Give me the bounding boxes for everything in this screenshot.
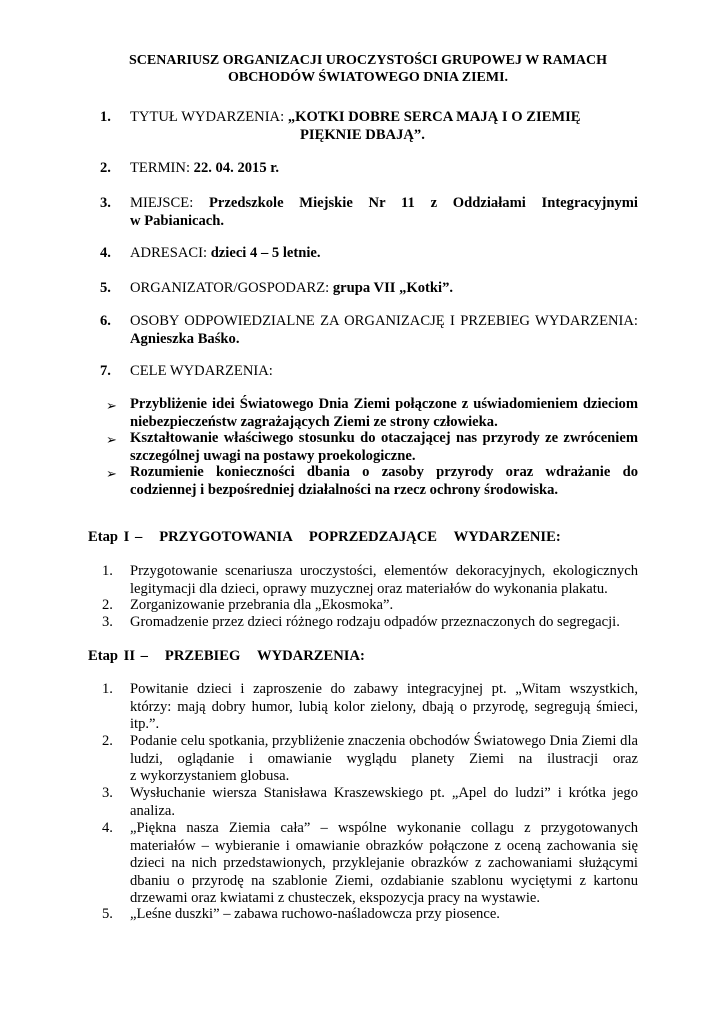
goal-line-1: Przybliżenie idei Światowego Dnia Ziemi połączone z uświadomieniem dzieciom — [130, 396, 638, 412]
list-number: 3. — [102, 614, 113, 630]
item-label: ADRESACI: — [130, 245, 211, 261]
list-item-line: którzy: mają dobry humor, lubią kolor zielony, dbają o przyrodę, segregują śmieci, — [130, 698, 638, 715]
goal-line-1: Kształtowanie właściwego stosunku do otaczającej nas przyrody ze zwróceniem — [130, 430, 638, 446]
list-number: 5. — [102, 906, 113, 922]
list-item-line: Wysłuchanie wiersza Stanisława Kraszewskiego pt. „Apel do ludzi” i krótka jego — [130, 785, 638, 801]
list-item-line: ludzi, oglądanie i omawianie wyglądu planety Ziemi na ilustracji oraz — [130, 750, 638, 767]
item-number: 3. — [100, 195, 111, 211]
list-number: 4. — [102, 820, 113, 836]
item-label: CELE WYDARZENIA: — [130, 363, 273, 379]
list-number: 2. — [102, 597, 113, 613]
item-line-1 — [130, 195, 638, 213]
list-item-line: dbaniu o przyrodę na szablonie Ziemi, ozdabianie szablonu wyciętymi z kartonu — [130, 872, 638, 889]
list-item-line: z wykorzystaniem globusa. — [130, 768, 290, 784]
item-number: 2. — [100, 160, 111, 176]
item-value: dzieci 4 – 5 letnie. — [210, 245, 321, 261]
stage-2-item — [130, 785, 638, 820]
item-date — [130, 160, 638, 178]
item-value: 22. 04. 2015 r. — [193, 160, 280, 176]
stage-1-heading: Etap I – PRZYGOTOWANIA POPRZEDZAJĄCE WYDARZENIE: — [88, 529, 561, 545]
item-number: 6. — [100, 313, 111, 329]
list-item-line-1: Przygotowanie scenariusza uroczystości, elementów dekoracyjnych, ekologicznych — [130, 563, 638, 579]
list-item-line: Podanie celu spotkania, przybliżenie znaczenia obchodów Światowego Dnia Ziemi dla — [130, 733, 638, 749]
list-item-line: materiałów – wybieranie i omawianie obrazków połączone z oceną zachowania się — [130, 837, 638, 854]
item-label: TYTUŁ WYDARZENIA: — [130, 109, 288, 125]
list-number: 2. — [102, 733, 113, 749]
list-number: 1. — [102, 563, 113, 579]
stage-2-item — [130, 906, 638, 924]
list-item-line: dzieci na nich przedstawionych, przyklejanie obrazków z zachowaniami służącymi — [130, 855, 638, 871]
goal-item — [130, 430, 638, 465]
item-organizer — [130, 280, 638, 298]
item-place — [130, 195, 638, 230]
list-item-line: analiza. — [130, 802, 175, 819]
goal-line-2: niebezpieczeństw zagrażających Ziemi ze strony człowieka. — [130, 413, 498, 430]
goal-line-1: Rozumienie konieczności dbania o zasoby przyrody oraz wdrażanie do — [130, 464, 638, 480]
arrow-bullet-icon: ➢ — [106, 398, 117, 413]
goal-line-2: codziennej i bezpośredniej działalności na rzecz ochrony środowiska. — [130, 481, 559, 498]
list-item-line: „Leśne duszki” – zabawa ruchowo-naśladowcza przy piosence. — [130, 906, 500, 922]
goal-item — [130, 464, 638, 499]
list-item-line: Powitanie dzieci i zaproszenie do zabawy integracyjnej pt. „Witam wszystkich, — [130, 681, 638, 697]
item-label: TERMIN: — [130, 160, 194, 176]
stage-2-heading: Etap II – PRZEBIEG WYDARZENIA: — [88, 648, 365, 664]
item-number: 7. — [100, 363, 111, 379]
item-audience — [130, 245, 638, 263]
item-value: grupa VII „Kotki”. — [332, 280, 454, 296]
item-label: MIEJSCE: — [130, 195, 209, 211]
item-title — [130, 109, 638, 144]
item-value: Agnieszka Baśko. — [130, 330, 240, 347]
item-value-line-2: w Pabianicach. — [130, 212, 225, 229]
item-value-line-2: PIĘKNIE DBAJĄ”. — [300, 126, 425, 143]
item-responsible — [130, 313, 638, 348]
stage-2-item — [130, 733, 638, 786]
list-item-line: itp.”. — [130, 716, 160, 732]
list-number: 3. — [102, 785, 113, 801]
document-title — [88, 52, 648, 86]
item-value: „KOTKI DOBRE SERCA MAJĄ I O ZIEMIĘ — [287, 109, 581, 125]
stage-1-item — [130, 614, 638, 632]
list-item-line-1: Zorganizowanie przebrania dla „Ekosmoka”. — [130, 597, 394, 613]
item-label: OSOBY ODPOWIEDZIALNE ZA ORGANIZACJĘ I PRZEBIEG WYDARZENIA: — [130, 313, 638, 329]
item-label: ORGANIZATOR/GOSPODARZ: — [130, 280, 333, 296]
list-item-line: drzewami oraz kwiatami z chusteczek, ekspozycja pracy na wystawie. — [130, 890, 541, 906]
stage-1-item — [130, 597, 638, 615]
stage-1-item — [130, 563, 638, 598]
stage-2-item — [130, 820, 638, 908]
arrow-bullet-icon: ➢ — [106, 466, 117, 481]
title-line-2: OBCHODÓW ŚWIATOWEGO DNIA ZIEMI. — [227, 70, 509, 85]
list-item-line-1: Gromadzenie przez dzieci różnego rodzaju odpadów przeznaczonych do segregacji. — [130, 614, 620, 630]
item-number: 5. — [100, 280, 111, 296]
arrow-bullet-icon: ➢ — [106, 432, 117, 447]
title-line-1: SCENARIUSZ ORGANIZACJI UROCZYSTOŚCI GRUPOWEJ W RAMACH — [128, 53, 608, 68]
list-number: 1. — [102, 681, 113, 697]
list-item-line-2: legitymacji dla dzieci, oprawy muzycznej oraz materiałów do wykonania plakatu. — [130, 580, 608, 597]
goal-item — [130, 396, 638, 431]
item-value: Przedszkole Miejskie Nr 11 z Oddziałami Integracyjnymi — [209, 195, 638, 211]
list-item-line: „Piękna nasza Ziemia cała” – wspólne wykonanie collagu z przygotowanych — [130, 820, 638, 836]
item-number: 4. — [100, 245, 111, 261]
item-number: 1. — [100, 109, 111, 125]
goal-line-2: szczególnej uwagi na postawy proekologiczne. — [130, 447, 416, 464]
item-goals-heading — [130, 363, 638, 381]
stage-2-item — [130, 681, 638, 734]
